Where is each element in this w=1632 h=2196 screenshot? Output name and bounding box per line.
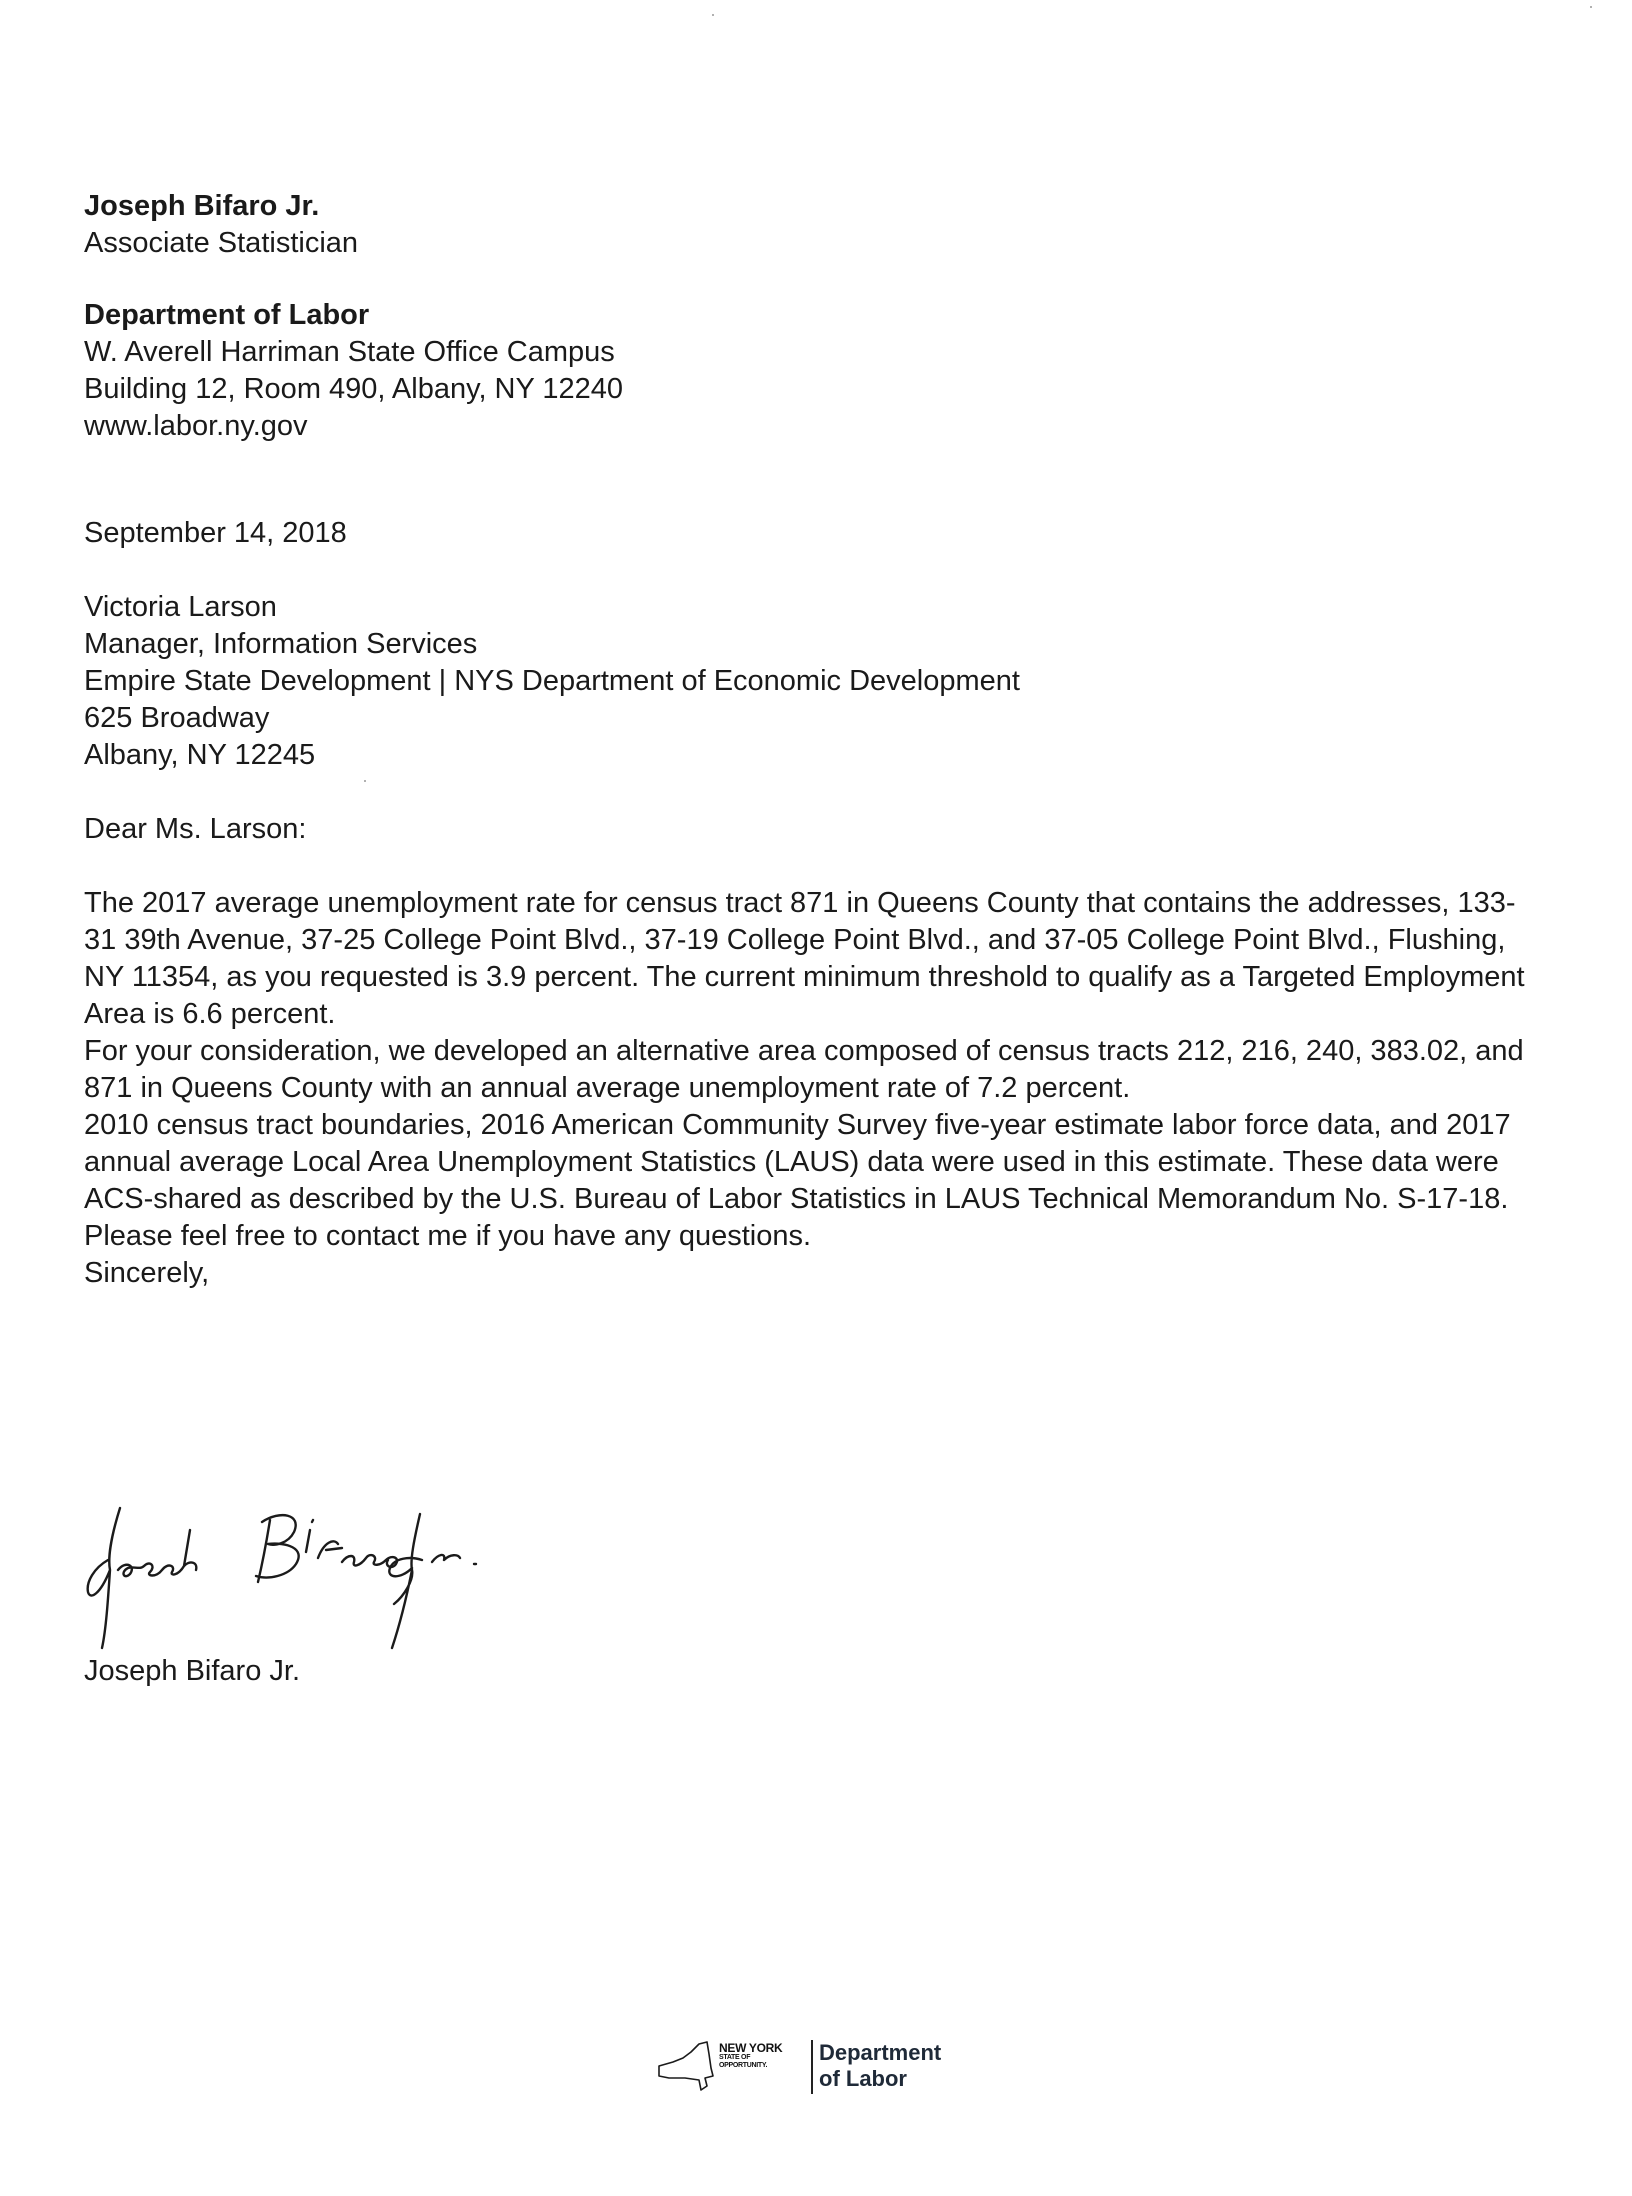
body-paragraph-3: 2010 census tract boundaries, 2016 American Community Survey five-year estimate labor force data, and 2017 annual average Local Area Unemployment Statistics (LAUS) data were used in this estimate. These data were ACS-shared as described by the U.S. Bureau of Labor Statistics in LAUS Technical Memorandum No. S-17-18. xyxy=(84,1109,1511,1215)
department-block xyxy=(84,297,1544,445)
logo-dept-line1: Department xyxy=(819,2040,942,2065)
scan-speck xyxy=(1590,6,1592,8)
department-address-line1: W. Averell Harriman State Office Campus xyxy=(84,336,615,368)
body-paragraph-2: For your consideration, we developed an alternative area composed of census tracts 212, 216, 240, 383.02, and 871 in Queens County with an annual average unemployment rate of 7.2 percent. xyxy=(84,1035,1524,1104)
recipient-organization: Empire State Development | NYS Department of Economic Development xyxy=(84,665,1020,697)
recipient-title: Manager, Information Services xyxy=(84,628,478,660)
department-address-line2: Building 12, Room 490, Albany, NY 12240 xyxy=(84,373,624,405)
signature-stroke-ifaro xyxy=(306,1520,397,1567)
handwritten-signature xyxy=(80,1500,520,1650)
body-paragraph-1: The 2017 average unemployment rate for census tract 871 in Queens County that contains the addresses, 133-31 39th Avenue, 37-25 College Point Blvd., 37-19 College Point Blvd., and 37-05 College Point Blvd., Flushing, NY 11354, as you requested is 3.9 percent. The current minimum threshold to qualify as a Targeted Employment Area is 6.6 percent. xyxy=(84,887,1525,1030)
salutation-block xyxy=(84,811,1544,848)
closing: Sincerely, xyxy=(84,1257,210,1289)
date-block xyxy=(84,515,1544,552)
signer-name: Joseph Bifaro Jr. xyxy=(84,1655,300,1687)
recipient-street: 625 Broadway xyxy=(84,702,270,734)
department-name: Department of Labor xyxy=(84,299,370,331)
new-york-state-map-icon xyxy=(655,2038,717,2092)
signature-stroke-b xyxy=(256,1515,299,1582)
logo-ny-line3: OPPORTUNITY. xyxy=(719,2062,768,2069)
letter-body xyxy=(84,188,1544,1292)
scan-speck xyxy=(712,14,714,16)
sender-title: Associate Statistician xyxy=(84,227,359,259)
recipient-block xyxy=(84,589,1544,774)
logo-department-text xyxy=(819,2040,941,2092)
signature-stroke-r xyxy=(432,1555,476,1564)
nys-department-of-labor-logo xyxy=(655,2036,975,2106)
letter-date: September 14, 2018 xyxy=(84,517,347,549)
signature-stroke-j xyxy=(88,1508,120,1648)
recipient-name: Victoria Larson xyxy=(84,591,277,623)
signature-stroke-oseph xyxy=(118,1530,196,1576)
logo-ny-line2: STATE OF xyxy=(719,2054,751,2061)
logo-dept-line2: of Labor xyxy=(819,2066,907,2091)
salutation: Dear Ms. Larson: xyxy=(84,813,307,845)
sender-name: Joseph Bifaro Jr. xyxy=(84,190,320,222)
scan-speck xyxy=(364,780,366,782)
logo-divider xyxy=(811,2040,813,2094)
signature-stroke-jr xyxy=(389,1514,422,1648)
logo-ny-line1: NEW YORK xyxy=(719,2041,783,2055)
department-website: www.labor.ny.gov xyxy=(84,410,308,442)
recipient-city-line: Albany, NY 12245 xyxy=(84,739,316,771)
ny-state-of-opportunity-wordmark xyxy=(719,2042,782,2070)
body-paragraph-4: Please feel free to contact me if you have any questions. xyxy=(84,1220,812,1252)
sender-block xyxy=(84,188,1544,262)
